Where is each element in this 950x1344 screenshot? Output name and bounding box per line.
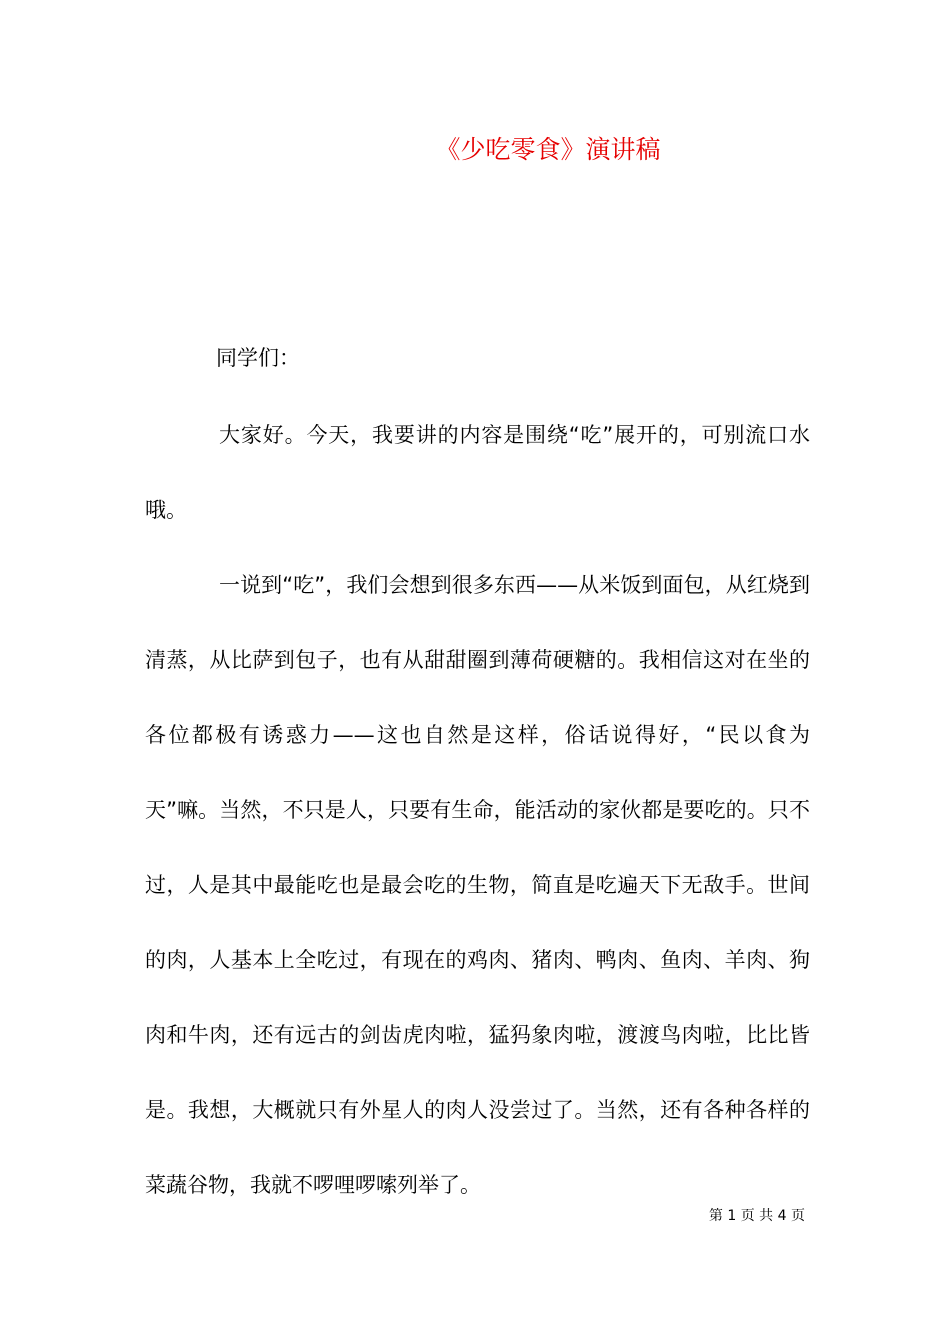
document-body xyxy=(145,398,810,1223)
paragraph-1: 大家好。今天，我要讲的内容是围绕“吃”展开的，可别流口水哦。 xyxy=(145,423,810,522)
document-title: 《少吃零食》演讲稿 xyxy=(435,135,661,164)
paragraph-2: 一说到“吃”，我们会想到很多东西——从米饭到面包，从红烧到清蒸，从比萨到包子，也有从甜甜圈到薄荷硬糖的。我相信这对在坐的各位都极有诱惑力——这也自然是这样，俗话说得好，“民以食为天”嘛。当然，不只是人，只要有生命，能活动的家伙都是要吃的。只不过，人是其中最能吃也是最会吃的生物，简直是吃遍天下无敌手。世间的肉，人基本上全吃过，有现在的鸡肉、猪肉、鸭肉、鱼肉、羊肉、狗肉和牛肉，还有远古的剑齿虎肉啦，猛犸象肉啦，渡渡鸟肉啦，比比皆是。我想，大概就只有外星人的肉人没尝过了。当然，还有各种各样的菜蔬谷物，我就不啰哩啰嗦列举了。 xyxy=(145,573,810,1197)
page-number: 第 1 页 共 4 页 xyxy=(708,1208,805,1224)
greeting-line: 同学们： xyxy=(216,346,300,370)
